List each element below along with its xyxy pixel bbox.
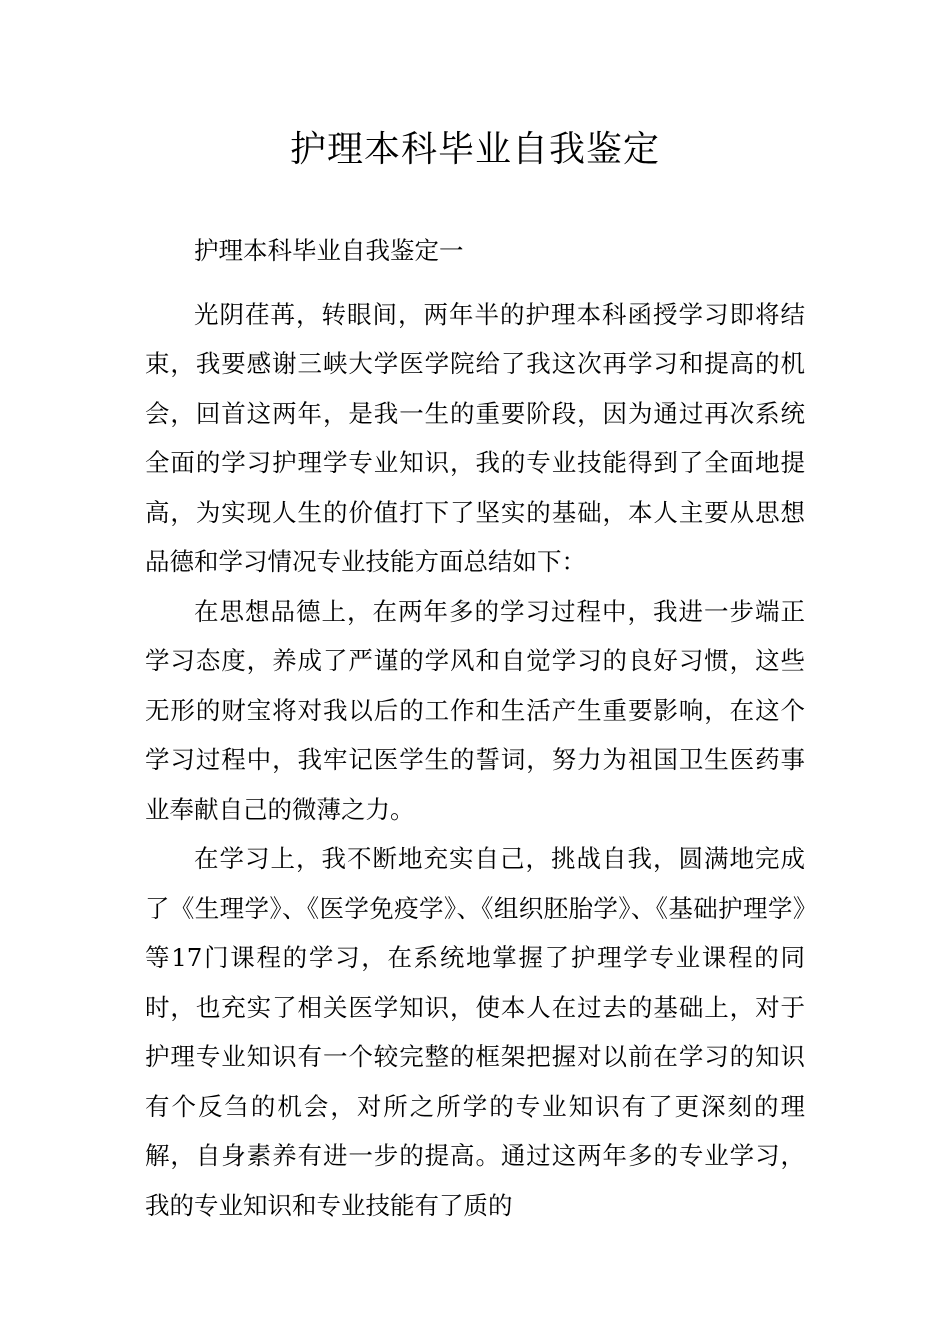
section-heading: 护理本科毕业自我鉴定一 <box>194 236 464 265</box>
document-title: 护理本科毕业自我鉴定 <box>289 129 660 170</box>
paragraph: 光阴荏苒，转眼间，两年半的护理本科函授学习即将结束，我要感谢三峡大学医学院给了我这次再学习和提高的机会，回首这两年，是我一生的重要阶段，因为通过再次系统全面的学习护理学专业知识，我的专业技能得到了全面地提高，为实现人生的价值打下了坚实的基础，本人主要从思想品德和学习情况专业技能方面总结如下： <box>145 299 805 576</box>
document-body <box>145 226 805 1230</box>
paragraph: 在思想品德上，在两年多的学习过程中，我进一步端正学习态度，养成了严谨的学风和自觉学习的良好习惯，这些无形的财宝将对我以后的工作和生活产生重要影响，在这个学习过程中，我牢记医学生的誓词，努力为祖国卫生医药事业奉献自己的微薄之力。 <box>145 596 805 824</box>
paragraph: 在学习上，我不断地充实自己，挑战自我，圆满地完成了《生理学》、《医学免疫学》、《组织胚胎学》、《基础护理学》等17门课程的学习，在系统地掌握了护理学专业课程的同时，也充实了相关医学知识，使本人在过去的基础上，对于护理专业知识有一个较完整的框架把握对以前在学习的知识有个反刍的机会，对所之所学的专业知识有了更深刻的理解，自身素养有进一步的提高。通过这两年多的专业学习，我的专业知识和专业技能有了质的 <box>145 844 805 1220</box>
